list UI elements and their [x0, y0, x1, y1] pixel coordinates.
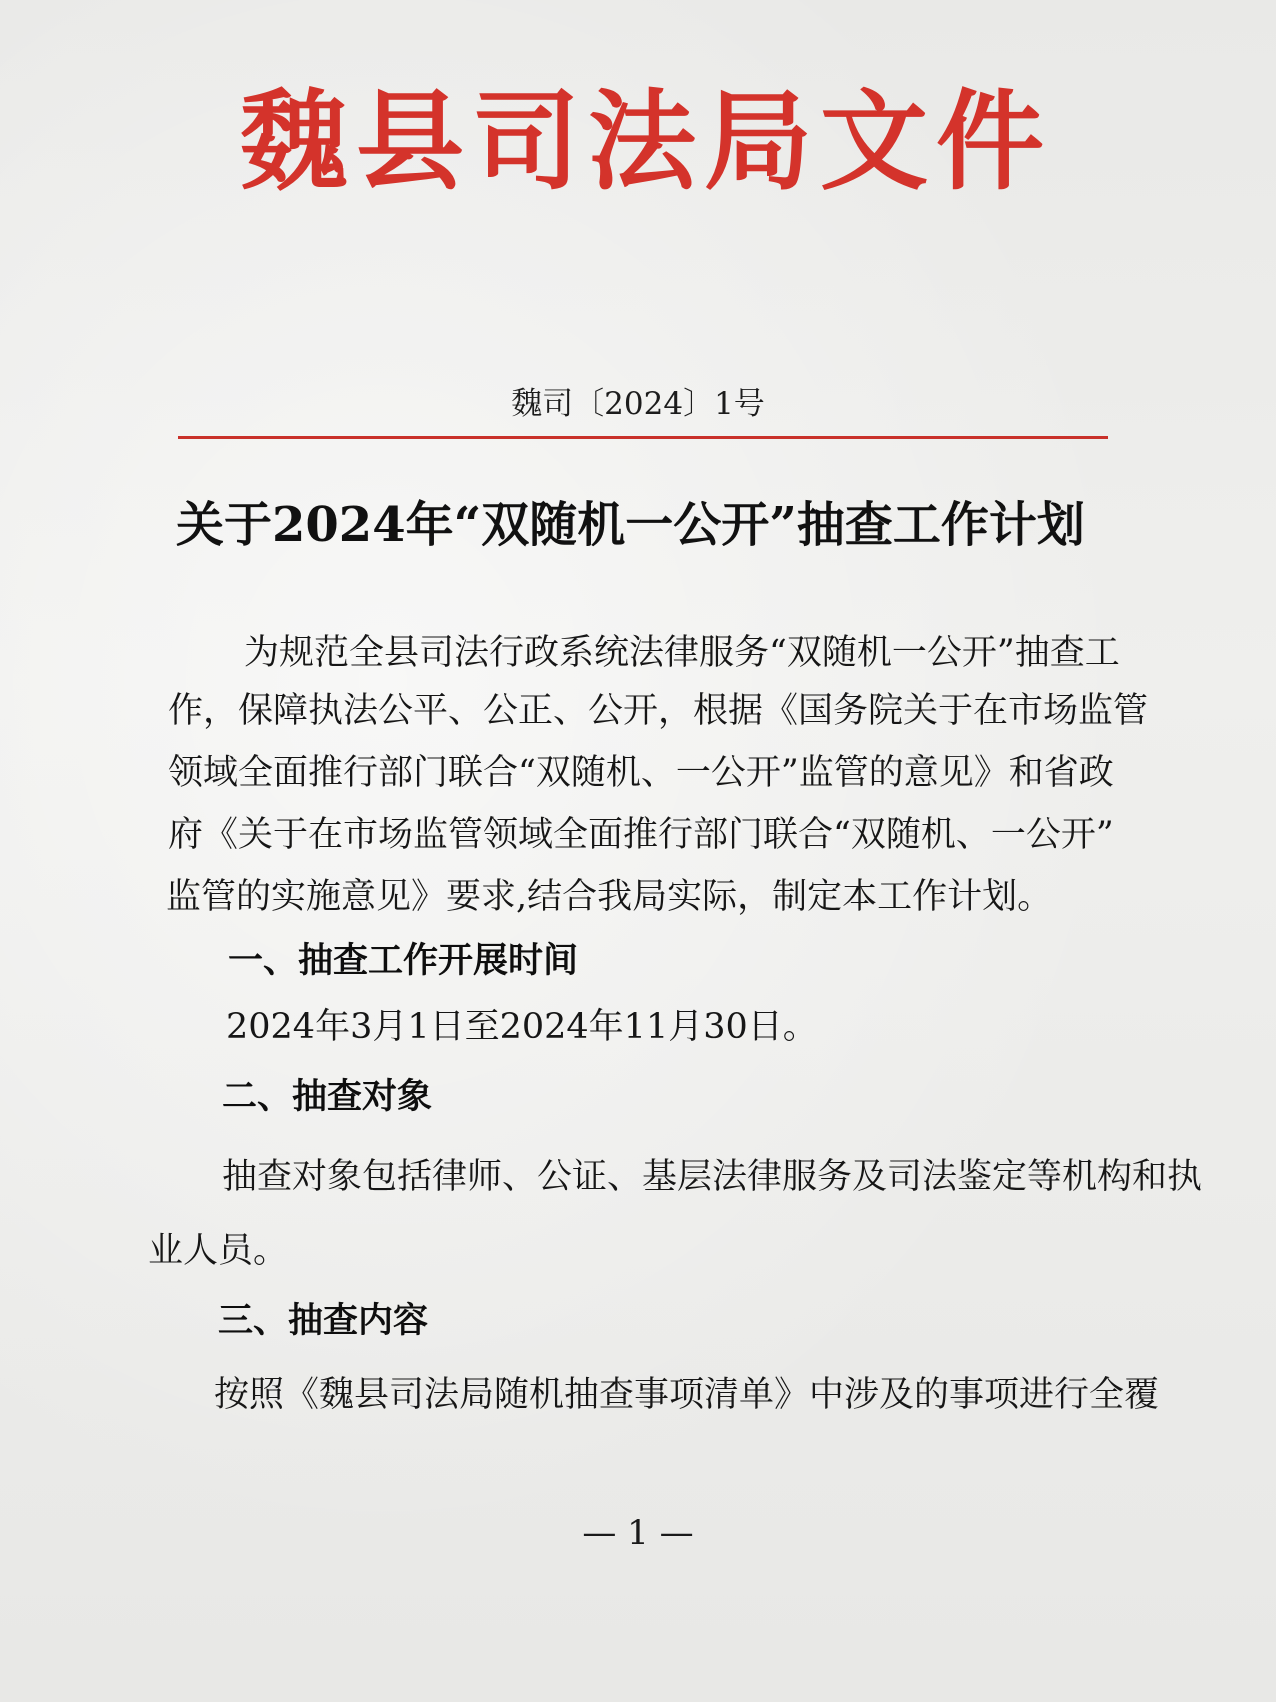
document-number: 魏司〔2024〕1号 — [511, 386, 765, 422]
intro-line: 府《关于在市场监管领域全面推行部门联合“双随机、一公开” — [168, 815, 1114, 855]
intro-line: 为规范全县司法行政系统法律服务“双随机一公开”抽查工 — [244, 633, 1120, 673]
section-line: 业人员。 — [148, 1231, 289, 1271]
intro-line: 作，保障执法公平、公正、公开，根据《国务院关于在市场监管 — [168, 691, 1149, 731]
intro-line: 监管的实施意见》要求,结合我局实际，制定本工作计划。 — [166, 877, 1053, 917]
section-line: 按照《魏县司法局随机抽查事项清单》中涉及的事项进行全覆 — [214, 1375, 1160, 1415]
section-line: 2024年3月1日至2024年11月30日。 — [226, 1007, 818, 1047]
red-divider-rule — [178, 436, 1108, 439]
document-title: 关于2024年“双随机一公开”抽查工作计划 — [176, 497, 1085, 553]
section-line: 抽查对象包括律师、公证、基层法律服务及司法鉴定等机构和执 — [222, 1157, 1203, 1197]
section-heading-time: 一、抽查工作开展时间 — [228, 940, 579, 981]
section-heading-content: 三、抽查内容 — [218, 1300, 429, 1341]
page-number: — 1 — — [582, 1513, 694, 1553]
section-heading-targets: 二、抽查对象 — [222, 1076, 433, 1117]
intro-line: 领域全面推行部门联合“双随机、一公开”监管的意见》和省政 — [168, 753, 1114, 793]
document-header-title: 魏县司法局文件 — [240, 79, 1053, 205]
